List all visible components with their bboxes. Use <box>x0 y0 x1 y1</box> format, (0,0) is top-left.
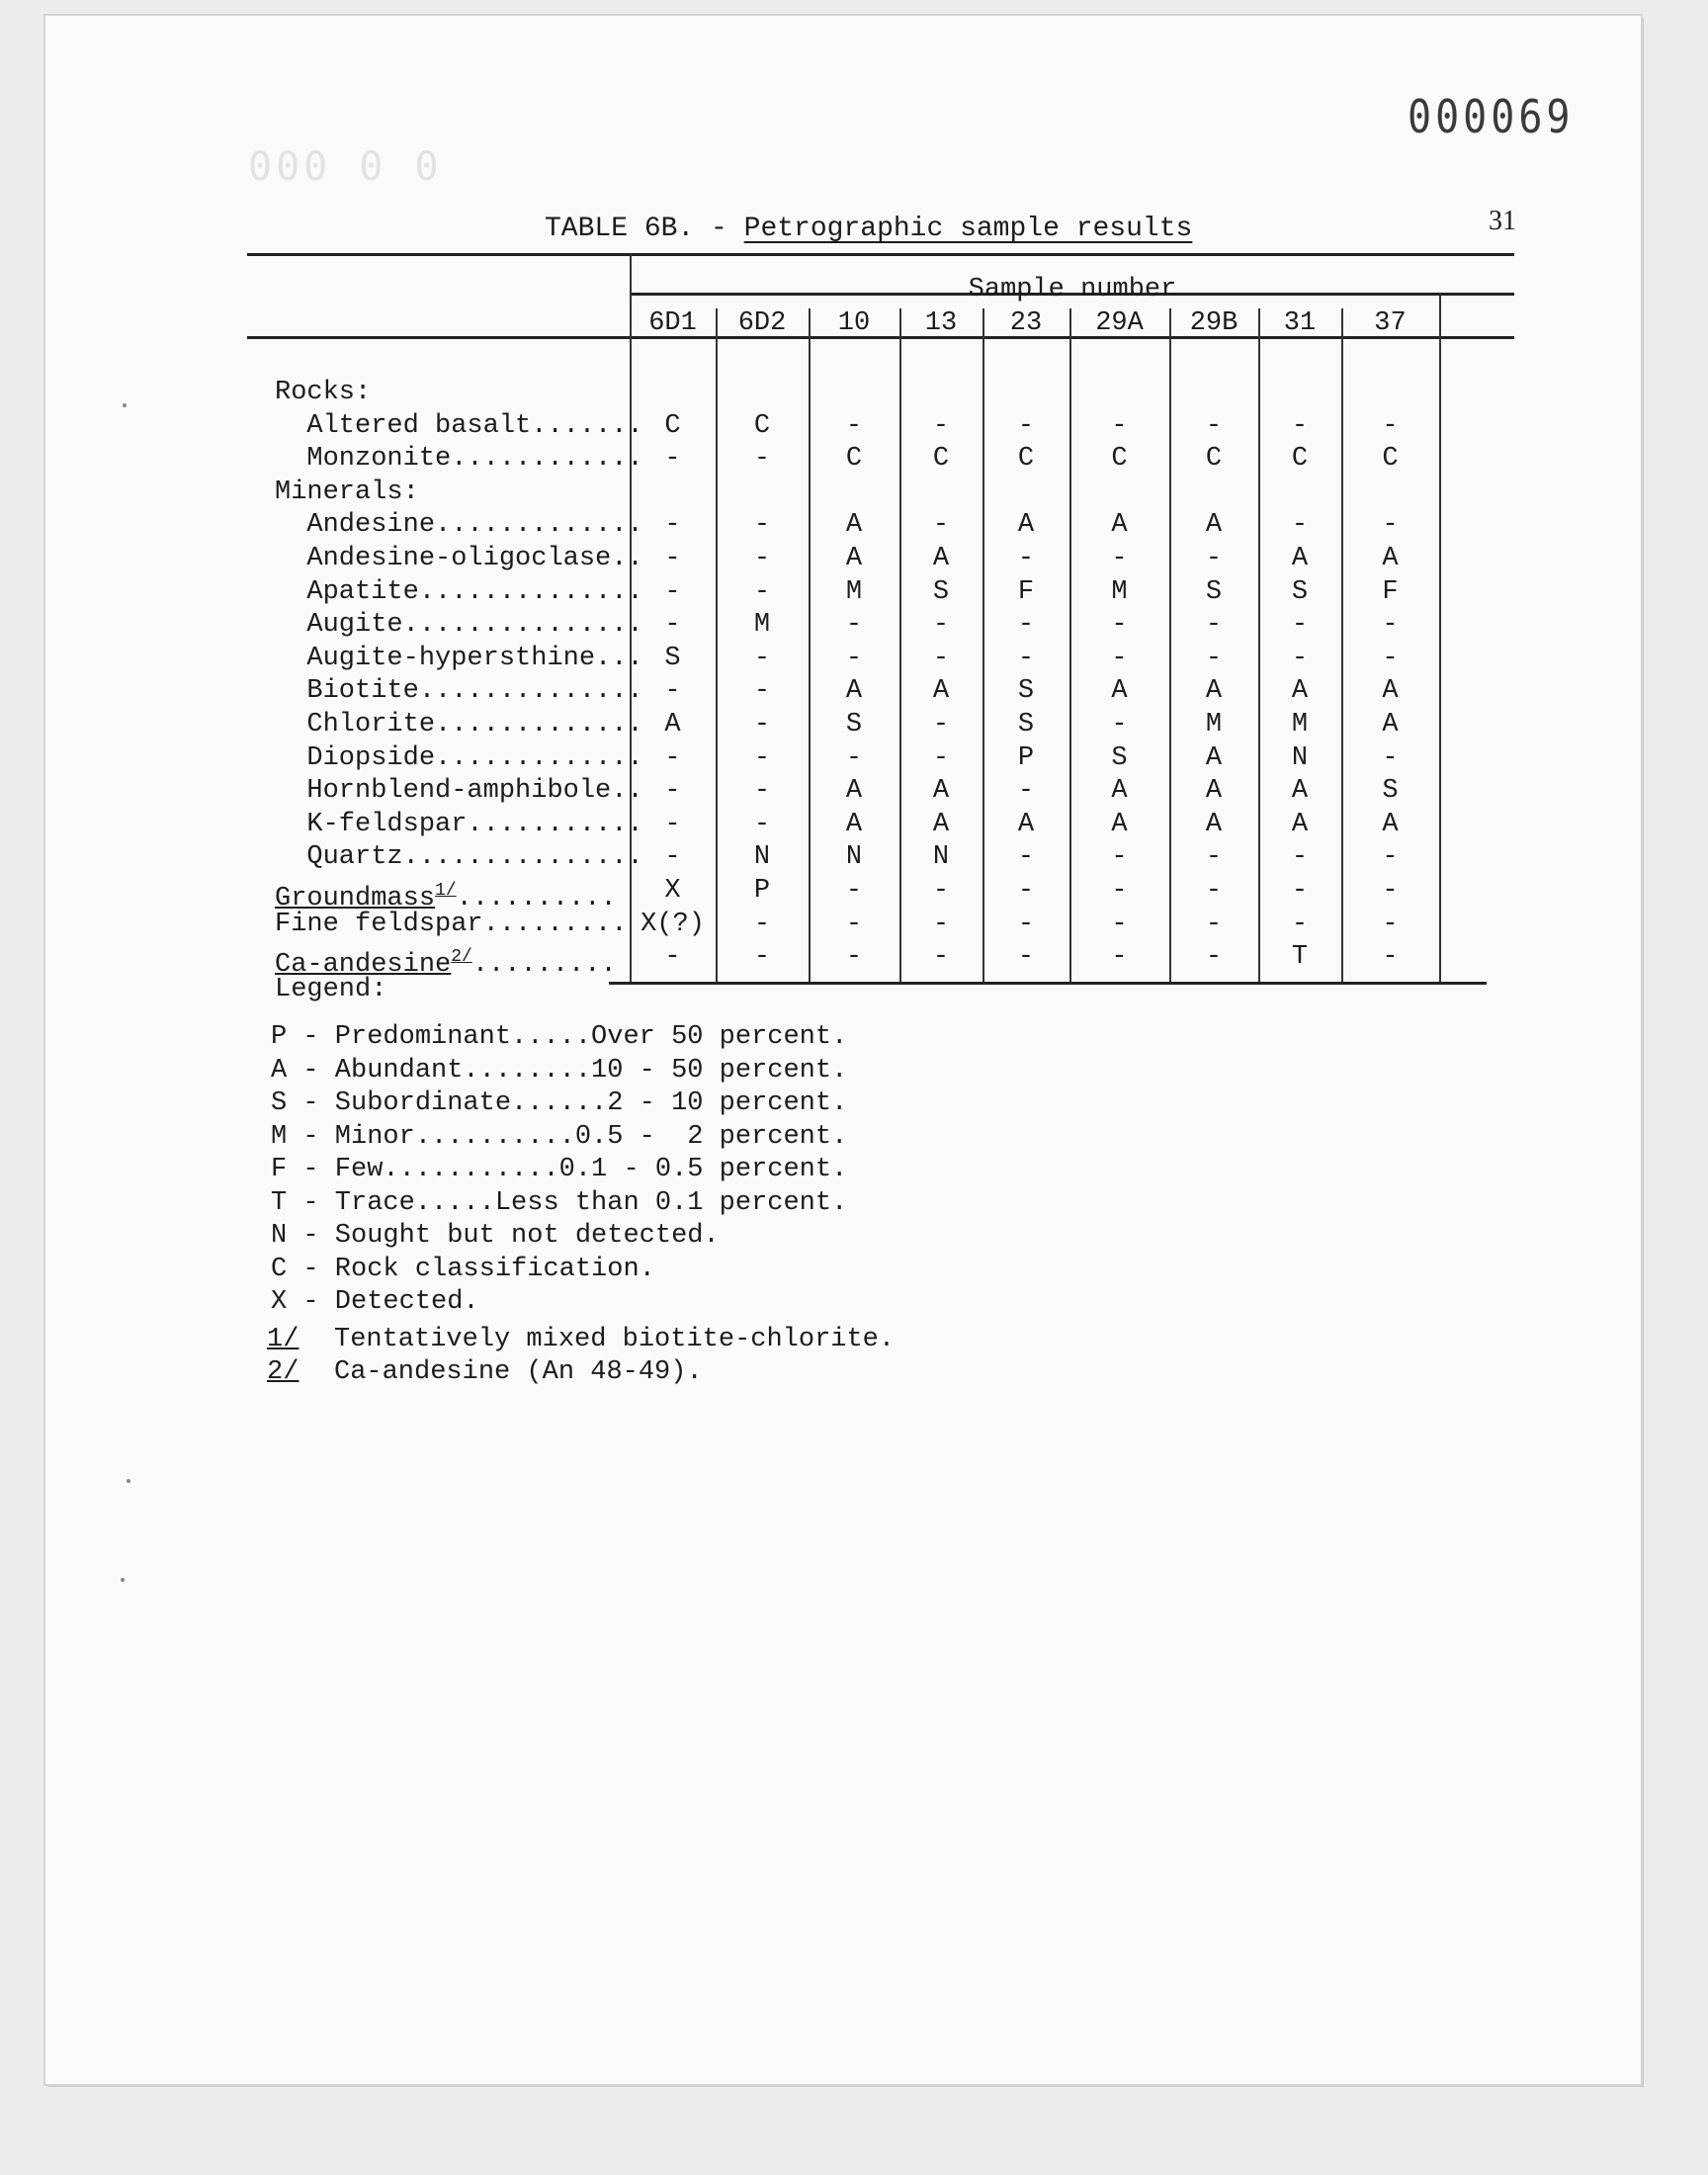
table-cell: X(?) <box>640 909 705 939</box>
table-cell: - <box>1382 842 1399 873</box>
table-cell: - <box>1205 643 1223 673</box>
table-cell: - <box>1382 610 1399 641</box>
footnote-text: Ca-andesine (An 48-49). <box>334 1357 703 1387</box>
table-cell: - <box>1017 842 1035 873</box>
table-cell: S <box>845 710 863 740</box>
table-cell: - <box>1111 710 1128 740</box>
column-header-31: 31 <box>1283 308 1317 338</box>
row-label: Altered basalt....... <box>275 410 643 441</box>
table-cell: A <box>1111 510 1128 541</box>
table-cell: - <box>1205 842 1223 873</box>
table-cell: N <box>1291 742 1309 773</box>
table-cell: - <box>1111 610 1128 641</box>
table-cell: A <box>845 676 863 707</box>
table-cell: - <box>664 576 681 607</box>
table-cell: - <box>845 643 863 673</box>
legend-item: X - Detected. <box>271 1287 479 1317</box>
table-cell: S <box>932 576 950 607</box>
row-label: Groundmass$^{1/}$.......... <box>275 881 617 914</box>
legend-item: N - Sought but not detected. <box>271 1221 720 1251</box>
table-cell: N <box>845 842 863 873</box>
table-cell: C <box>664 410 681 441</box>
table-cell: C <box>1382 444 1399 475</box>
legend-item: T - Trace.....Less than 0.1 percent. <box>271 1187 848 1218</box>
row-label: Apatite.............. <box>275 576 643 607</box>
table-cell: - <box>1291 410 1309 441</box>
table-cell: A <box>1205 510 1223 541</box>
legend-item: P - Predominant.....Over 50 percent. <box>271 1022 848 1052</box>
footnote-mark: 2/ <box>267 1357 299 1387</box>
legend-item: M - Minor..........0.5 - 2 percent. <box>271 1121 848 1152</box>
table-cell: M <box>1111 576 1128 607</box>
page-number: 31 <box>1489 206 1516 236</box>
table-cell: A <box>1291 544 1309 573</box>
table-cell: - <box>1205 909 1223 939</box>
table-cell: P <box>753 876 771 906</box>
table-cell: - <box>1111 942 1128 973</box>
table-cell: A <box>664 710 681 740</box>
table-cell: - <box>1291 643 1309 673</box>
row-label: Quartz............... <box>275 842 643 873</box>
column-header-6d1: 6D1 <box>648 308 697 338</box>
row-label: Ca-andesine$^{2/}$......... <box>275 947 617 981</box>
row-label: Diopside............. <box>275 742 643 773</box>
table-cell: C <box>932 444 950 475</box>
table-cell: - <box>1017 610 1035 641</box>
table-cell: - <box>1382 942 1399 973</box>
footnote-text: Tentatively mixed biotite-chlorite. <box>334 1324 896 1354</box>
table-cell: C <box>845 444 863 475</box>
table-cell: - <box>664 842 681 873</box>
table-cell: - <box>1017 544 1035 573</box>
table-cell: - <box>753 776 771 807</box>
table-cell: - <box>932 610 950 641</box>
row-label: Fine feldspar......... <box>275 909 628 939</box>
table-cell: A <box>845 776 863 807</box>
table-cell: A <box>1205 742 1223 773</box>
scan-speck <box>127 1479 130 1483</box>
table-cell: - <box>1111 544 1128 573</box>
table-cell: A <box>1382 710 1399 740</box>
table-bottom-rule <box>609 982 1487 985</box>
table-cell: A <box>1291 809 1309 839</box>
table-cell: A <box>932 809 950 839</box>
table-cell: - <box>753 643 771 673</box>
table-cell: - <box>845 909 863 939</box>
row-label: Augite-hypersthine... <box>275 643 643 673</box>
table-cell: - <box>664 776 681 807</box>
table-cell: A <box>932 676 950 707</box>
table-top-rule <box>247 253 1514 256</box>
table-cell: X <box>664 876 681 906</box>
table-cell: - <box>1111 643 1128 673</box>
table-cell: - <box>932 410 950 441</box>
table-cell: - <box>1382 643 1399 673</box>
table-cell: - <box>932 510 950 541</box>
table-cell: C <box>753 410 771 441</box>
table-cell: N <box>932 842 950 873</box>
table-cell: A <box>1017 510 1035 541</box>
table-cell: A <box>1017 809 1035 839</box>
table-cell: A <box>1382 809 1399 839</box>
table-cell: - <box>1382 876 1399 906</box>
table-cell: - <box>664 510 681 541</box>
table-cell: - <box>1291 909 1309 939</box>
table-cell: - <box>932 942 950 973</box>
table-column-rule <box>1439 293 1441 982</box>
table-cell: C <box>1205 444 1223 475</box>
table-cell: - <box>1291 876 1309 906</box>
row-group-heading: Minerals: <box>275 477 419 507</box>
table-cell: - <box>1382 410 1399 441</box>
row-label: Andesine............. <box>275 510 643 541</box>
table-cell: - <box>1111 410 1128 441</box>
legend-item: A - Abundant........10 - 50 percent. <box>271 1055 848 1086</box>
table-cell: - <box>845 876 863 906</box>
table-cell: F <box>1017 576 1035 607</box>
column-header-29b: 29B <box>1189 308 1238 338</box>
table-cell: S <box>664 643 681 673</box>
column-header-37: 37 <box>1374 308 1407 338</box>
table-cell: - <box>664 676 681 707</box>
table-cell: - <box>1205 942 1223 973</box>
table-cell: - <box>1291 510 1309 541</box>
table-cell: A <box>1382 544 1399 573</box>
legend-item: S - Subordinate......2 - 10 percent. <box>271 1088 848 1118</box>
table-cell: - <box>753 444 771 475</box>
table-cell: F <box>1382 576 1399 607</box>
table-cell: A <box>1291 776 1309 807</box>
table-cell: - <box>1382 510 1399 541</box>
table-cell: - <box>753 544 771 573</box>
table-cell: A <box>1382 676 1399 707</box>
scan-speck <box>121 1578 125 1582</box>
column-header-10: 10 <box>837 308 871 338</box>
table-cell: - <box>845 942 863 973</box>
table-cell: - <box>845 610 863 641</box>
table-cell: - <box>753 909 771 939</box>
table-cell: - <box>664 809 681 839</box>
table-cell: C <box>1291 444 1309 475</box>
table-cell: S <box>1017 676 1035 707</box>
table-cell: - <box>753 510 771 541</box>
table-cell: - <box>1382 909 1399 939</box>
table-cell: A <box>1111 809 1128 839</box>
table-cell: - <box>932 876 950 906</box>
table-cell: P <box>1017 742 1035 773</box>
table-cell: - <box>1205 410 1223 441</box>
table-cell: - <box>1382 742 1399 773</box>
table-cell: M <box>1291 710 1309 740</box>
table-cell: A <box>1111 676 1128 707</box>
table-title-caption: Petrographic sample results <box>743 214 1193 244</box>
table-cell: - <box>1017 876 1035 906</box>
table-title <box>545 214 1192 244</box>
table-cell: A <box>1291 676 1309 707</box>
row-label: Hornblend-amphibole.. <box>275 776 643 807</box>
table-cell: - <box>1205 544 1223 573</box>
table-cell: - <box>1017 643 1035 673</box>
footnote-mark: 1/ <box>267 1324 299 1354</box>
table-title-prefix: TABLE 6B. - <box>545 214 744 244</box>
table-cell: S <box>1291 576 1309 607</box>
legend-item: F - Few...........0.1 - 0.5 percent. <box>271 1155 848 1184</box>
table-cell: A <box>1111 776 1128 807</box>
table-cell: - <box>753 742 771 773</box>
column-header-13: 13 <box>924 308 958 338</box>
table-cell: A <box>1205 676 1223 707</box>
table-cell: - <box>1205 876 1223 906</box>
table-cell: S <box>1111 742 1128 773</box>
column-header-29a: 29A <box>1095 308 1144 338</box>
table-cell: - <box>845 410 863 441</box>
row-label: Monzonite............ <box>275 444 643 475</box>
table-cell: - <box>1017 942 1035 973</box>
table-cell: - <box>1111 909 1128 939</box>
column-header-6d2: 6D2 <box>737 308 787 338</box>
table-cell: - <box>932 643 950 673</box>
row-label: Biotite.............. <box>275 676 643 707</box>
table-cell: S <box>1382 776 1399 807</box>
table-cell: T <box>1291 942 1309 973</box>
table-cell: - <box>1291 842 1309 873</box>
table-cell: - <box>1291 610 1309 641</box>
row-group-heading: Rocks: <box>275 378 372 407</box>
table-cell: A <box>845 510 863 541</box>
table-cell: M <box>845 576 863 607</box>
table-cell: A <box>1205 809 1223 839</box>
table-cell: - <box>1017 776 1035 807</box>
table-cell: - <box>845 742 863 773</box>
table-cell: - <box>753 676 771 707</box>
table-cell: - <box>1205 610 1223 641</box>
table-cell: A <box>932 544 950 573</box>
table-cell: S <box>1017 710 1035 740</box>
legend-heading: Legend: <box>275 975 387 1004</box>
table-cell: C <box>1017 444 1035 475</box>
document-id-stamp: 000069 <box>1408 91 1575 144</box>
table-cell: - <box>664 742 681 773</box>
table-cell: N <box>753 842 771 873</box>
table-cell: - <box>753 576 771 607</box>
table-cell: - <box>1017 410 1035 441</box>
table-cell: - <box>932 710 950 740</box>
table-cell: - <box>664 942 681 973</box>
table-cell: A <box>845 809 863 839</box>
scan-speck <box>123 403 127 407</box>
table-cell: - <box>1017 909 1035 939</box>
table-cell: - <box>1111 876 1128 906</box>
row-label: Augite............... <box>275 610 643 641</box>
table-cell: S <box>1205 576 1223 607</box>
table-cell: M <box>1205 710 1223 740</box>
table-cell: C <box>1111 444 1128 475</box>
row-label: Andesine-oligoclase.. <box>275 544 643 573</box>
legend-item: C - Rock classification. <box>271 1254 655 1284</box>
table-cell: - <box>932 742 950 773</box>
table-cell: - <box>664 544 681 573</box>
table-cell: - <box>664 444 681 475</box>
row-label: Chlorite............. <box>275 710 643 740</box>
row-label: K-feldspar........... <box>275 809 643 839</box>
bleed-through-stamp: 000 0 0 <box>248 144 443 190</box>
column-header-23: 23 <box>1009 308 1043 338</box>
table-cell: A <box>932 776 950 807</box>
table-cell: - <box>753 942 771 973</box>
table-cell: A <box>1205 776 1223 807</box>
table-cell: - <box>753 809 771 839</box>
table-cell: - <box>1111 842 1128 873</box>
table-cell: A <box>845 544 863 573</box>
table-cell: - <box>932 909 950 939</box>
document-page <box>45 16 1641 2084</box>
table-cell: - <box>753 710 771 740</box>
sample-number-header: Sample number <box>968 275 1177 304</box>
table-cell: M <box>753 610 771 641</box>
table-cell: - <box>664 610 681 641</box>
